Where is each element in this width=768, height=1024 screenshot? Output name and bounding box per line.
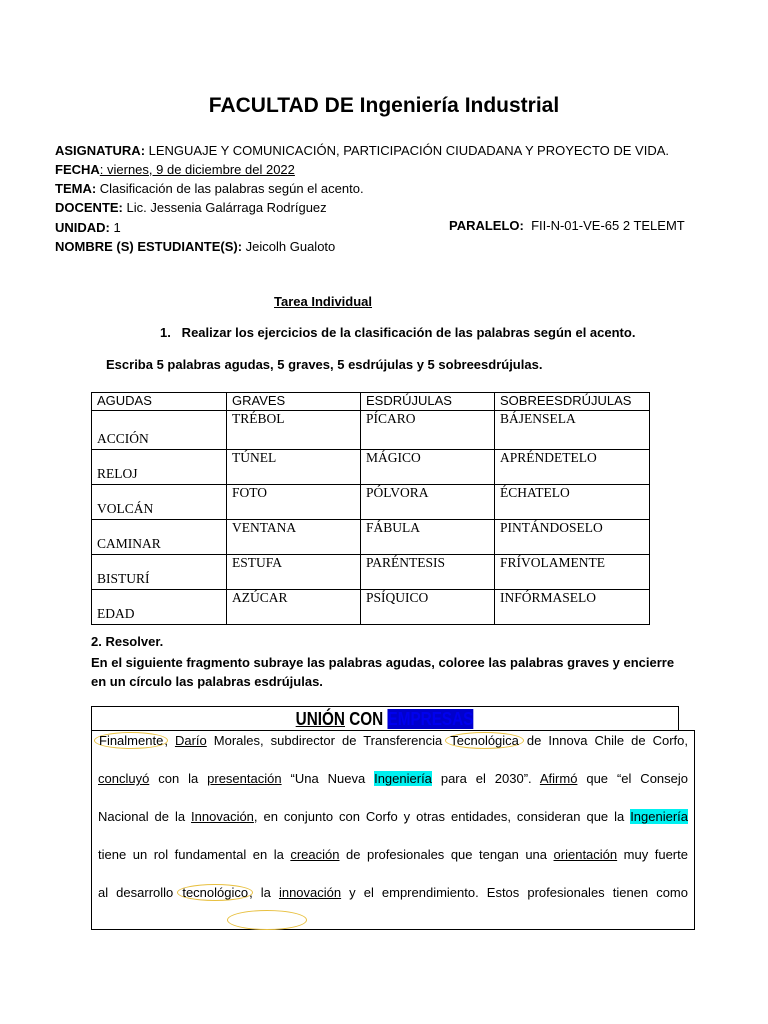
col-graves: GRAVES [227,393,361,411]
table-row [92,520,650,555]
table-cell: RELOJ [92,450,227,485]
table-cell: PSÍQUICO [361,590,495,625]
fragment-line-2: concluyó con la presentación “Una Nueva Ingeniería para el 2030”. Afirmó que “el Consejo [98,771,688,786]
table-cell: BÁJENSELA [495,411,650,450]
table-cell: INFÓRMASELO [495,590,650,625]
fragment-box [91,730,695,930]
fragment-line-3: Nacional de la Innovación, en conjunto con Corfo y otras entidades, consideran que la Ingeniería [98,809,689,824]
table-cell: ESTUFA [227,555,361,590]
table-row [92,485,650,520]
col-agudas: AGUDAS [92,393,227,411]
table-cell: FOTO [227,485,361,520]
exercise-2-title: 2. Resolver. [91,634,164,649]
table-cell: VOLCÁN [92,485,227,520]
fragment-line-4: tiene un rol fundamental en la creación de profesionales que tengan una orientación muy fuerte [98,847,688,862]
exercise-1-instruction: Escriba 5 palabras agudas, 5 graves, 5 esdrújulas y 5 sobreesdrújulas. [106,357,543,372]
table-cell: TÚNEL [227,450,361,485]
table-cell: FRÍVOLAMENTE [495,555,650,590]
table-cell: PINTÁNDOSELO [495,520,650,555]
table-cell: AZÚCAR [227,590,361,625]
table-cell: VENTANA [227,520,361,555]
fragment-line-1: Finalmente, Darío Morales, subdirector de Transferencia Tecnológica de Innova Chile de Corfo, [98,733,688,748]
heading-union: UNIÓN [296,709,346,729]
table-header-row [92,393,650,411]
meta-fecha: FECHA: viernes, 9 de diciembre del 2022 [55,162,295,177]
fragment-line-5: al desarrollo tecnológico, la innovación y el emprendimiento. Estos profesionales tienen como [98,885,688,900]
tarea-heading: Tarea Individual [274,294,373,309]
meta-docente: DOCENTE: Lic. Jessenia Galárraga Rodríguez [55,200,327,215]
table-cell: APRÉNDETELO [495,450,650,485]
page-title: FACULTAD DE Ingeniería Industrial [208,94,560,117]
table-cell: ACCIÓN [92,411,227,450]
table-cell: PARÉNTESIS [361,555,495,590]
table-cell: PÓLVORA [361,485,495,520]
table-row [92,450,650,485]
meta-tema: TEMA: Clasificación de las palabras según el acento. [55,181,364,196]
table-cell: ÉCHATELO [495,485,650,520]
exercise-2-instruction: En el siguiente fragmento subraye las palabras agudas, coloree las palabras graves y encierre en un círculo las palabras esdrújulas. [91,655,675,689]
table-cell: MÁGICO [361,450,495,485]
exercise-1: 1. Realizar los ejercicios de la clasificación de las palabras según el acento. [160,325,636,340]
heading-empresas: EMPRESAS [387,709,474,729]
heading-con: CON [345,709,388,729]
col-sobreesdrujulas: SOBREESDRÚJULAS [495,393,650,411]
table-cell: FÁBULA [361,520,495,555]
fragment-heading [91,706,679,731]
table-cell: PÍCARO [361,411,495,450]
meta-unidad: UNIDAD: 1 [55,220,121,235]
word-table [91,392,650,625]
col-esdrujulas: ESDRÚJULAS [361,393,495,411]
meta-asignatura: ASIGNATURA: LENGUAJE Y COMUNICACIÓN, PARTICIPACIÓN CIUDADANA Y PROYECTO DE VIDA. [55,143,669,158]
meta-nombre: NOMBRE (S) ESTUDIANTE(S): Jeicolh Gualoto [55,239,336,254]
drawn-circle-annotation [227,910,307,930]
table-row [92,555,650,590]
table-cell: CAMINAR [92,520,227,555]
table-cell: EDAD [92,590,227,625]
table-cell: BISTURÍ [92,555,227,590]
table-row [92,411,650,450]
table-row [92,590,650,625]
meta-paralelo: PARALELO: FII-N-01-VE-65 2 TELEMT [449,218,685,233]
table-cell: TRÉBOL [227,411,361,450]
